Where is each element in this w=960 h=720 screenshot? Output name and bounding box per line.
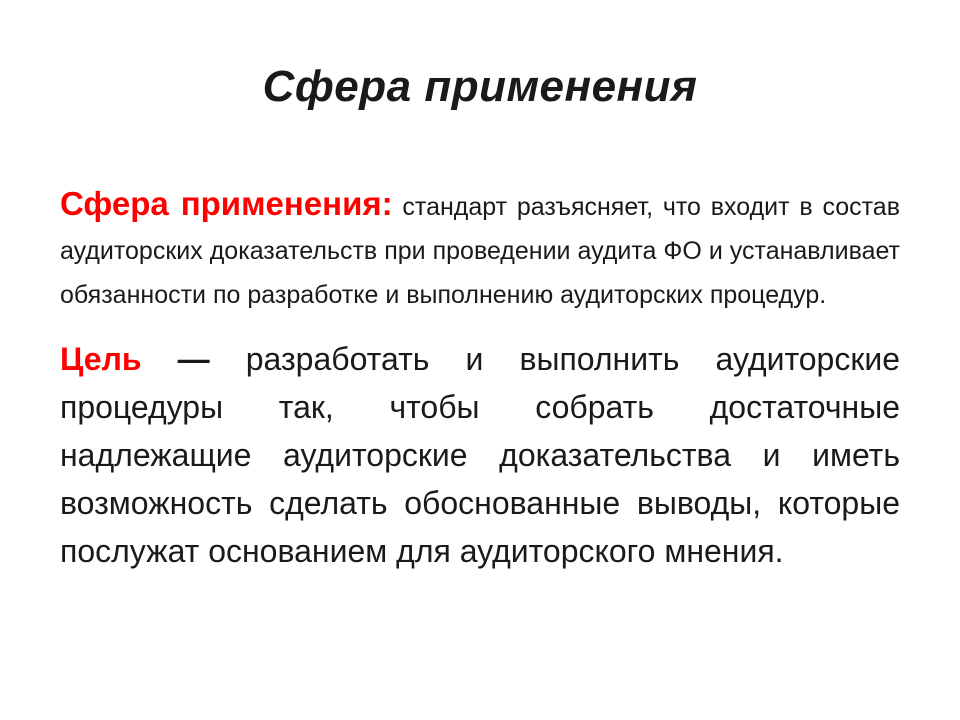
goal-dash: — [177, 341, 210, 377]
scope-lead: Сфера применения: [60, 185, 393, 222]
goal-text: разработать и выполнить аудиторские процедуры так, чтобы собрать достаточные надлежащие аудиторские доказательства и иметь возможность сделать обоснованные выводы, которые послужат основанием для аудиторского мнения. [60, 341, 900, 569]
goal-lead: Цель [60, 341, 142, 377]
scope-text: стандарт разъясняет, что входит в состав аудиторских доказательств при проведении аудита ФО и устанавливает обязанности по разработке и выполнению аудиторских процедур. [60, 193, 900, 309]
slide-title: Сфера применения [262, 62, 698, 111]
goal-paragraph [60, 335, 900, 575]
scope-paragraph [60, 182, 900, 317]
slide-content [60, 182, 900, 575]
